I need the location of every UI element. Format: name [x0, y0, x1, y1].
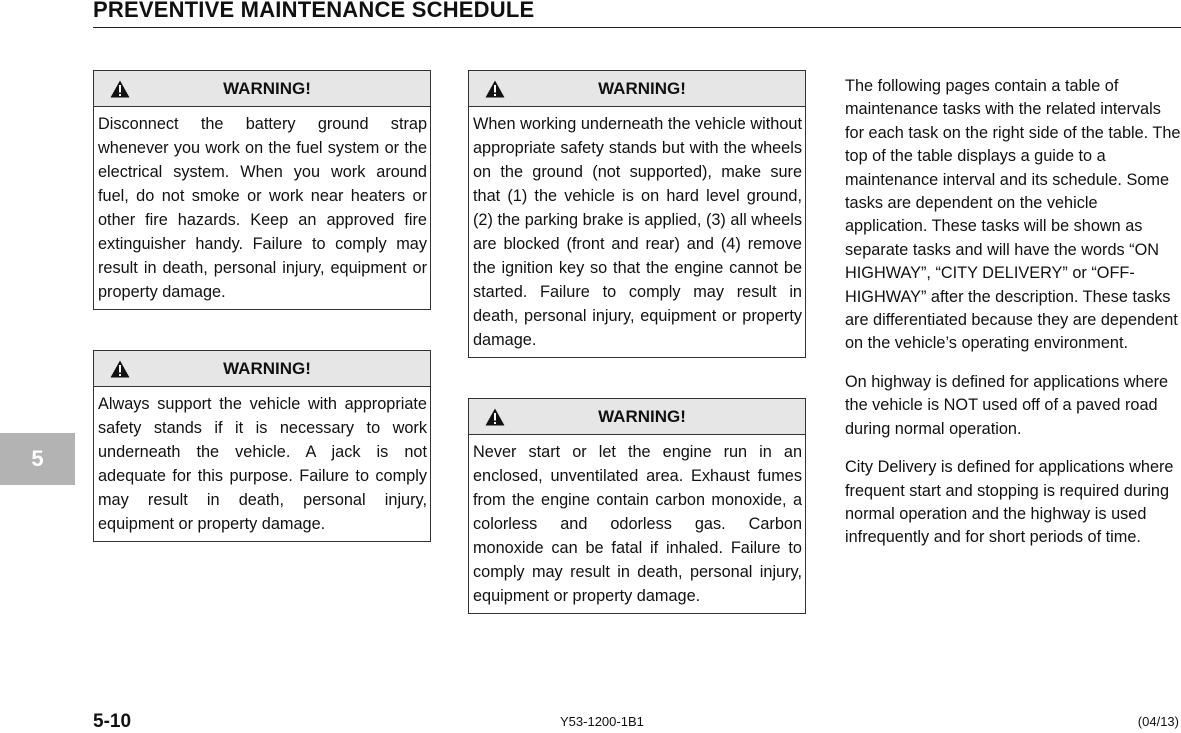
- body-paragraph-city-delivery: City Delivery is defined for applications where frequent start and stopping is required during normal operation and the highway is used infrequently and for short periods of time.: [845, 458, 1174, 547]
- body-text-column: [845, 75, 1181, 565]
- warning-header: [94, 351, 430, 387]
- warning-box-carbon-monoxide: [468, 398, 806, 614]
- warning-box-battery: [93, 70, 431, 310]
- body-paragraph-on-highway: On highway is defined for applications where the vehicle is NOT used off of a paved road during normal operation.: [845, 372, 1169, 438]
- title-divider: [93, 27, 1181, 28]
- warning-title: WARNING!: [598, 79, 686, 98]
- page-number: 5-10: [93, 711, 132, 732]
- warning-box-wheels-on-ground: [468, 70, 806, 358]
- warning-text: Never start or let the engine run in an enclosed, unventilated area. Exhaust fumes from the engine contain carbon monoxide, a colorless and odorless gas. Carbon monoxide can be fatal if inhaled. Failure to comply may result in death, personal injury, equipment or property damage.: [473, 443, 802, 605]
- warning-title: WARNING!: [598, 407, 686, 426]
- chapter-tab: 5: [0, 433, 75, 485]
- warning-title: WARNING!: [223, 359, 311, 378]
- body-paragraph-intro: The following pages contain a table of maintenance tasks with the related intervals for each task on the right side of the table. The top of the table displays a guide to a maintenance interval and its schedule. Some tasks are dependent on the vehicle application. These tasks will be shown as separate tasks and will have the words “ON HIGHWAY”, “CITY DELIVERY” or “OFF-HIGHWAY” after the description. These tasks are differentiated because they are dependent on the vehicle’s operating environment.: [845, 77, 1181, 353]
- warning-text: When working underneath the vehicle without appropriate safety stands but with the wheels on the ground (not supported), make sure that (1) the vehicle is on hard level ground, (2) the parking brake is applied, (3) all wheels are blocked (front and rear) and (4) remove the ignition key so that the engine cannot be started. Failure to comply may result in death, personal injury, equipment or property damage.: [473, 115, 802, 349]
- warning-box-safety-stands: [93, 350, 431, 542]
- page-title: PREVENTIVE MAINTENANCE SCHEDULE: [93, 0, 535, 22]
- warning-header: [469, 71, 805, 107]
- document-date: (04/13): [1137, 714, 1179, 729]
- warning-header: [469, 399, 805, 435]
- warning-header: [94, 71, 430, 107]
- warning-title: WARNING!: [223, 79, 311, 98]
- warning-text: Disconnect the battery ground strap whenever you work on the fuel system or the electrical system. When you work around fuel, do not smoke or work near heaters or other fire hazards. Keep an approved fire extinguisher handy. Failure to comply may result in death, personal injury, equipment or property damage.: [98, 115, 427, 301]
- warning-text: Always support the vehicle with appropriate safety stands if it is necessary to work underneath the vehicle. A jack is not adequate for this purpose. Failure to comply may result in death, personal injury, equipment or property damage.: [98, 395, 427, 533]
- document-code: Y53-1200-1B1: [560, 714, 644, 729]
